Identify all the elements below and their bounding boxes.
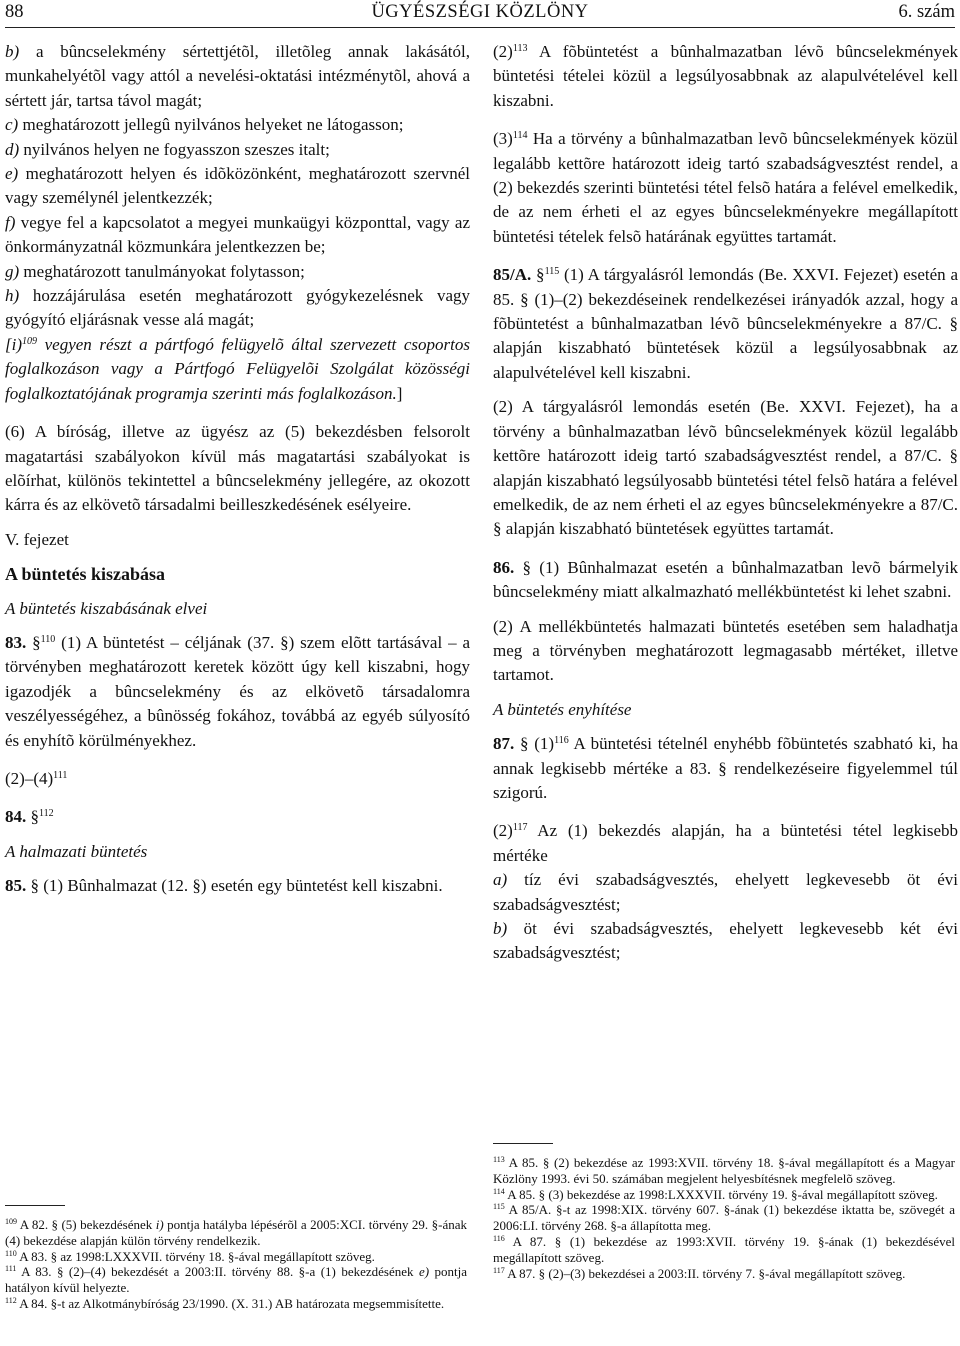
footnotes-right <box>493 1155 955 1281</box>
point-d-label: d) <box>5 139 20 159</box>
point-b <box>5 40 470 113</box>
page-number: 88 <box>5 2 24 22</box>
footnote-number: 116 <box>493 1233 505 1243</box>
point-a-label: a) <box>493 870 508 890</box>
section-84-symbol: § <box>26 807 39 827</box>
footnote-text: pontja hatályba lépésérõl a 2005:XCI. törvény 29. §-ának (4) bekezdése alapján külön törvény rendelkezik. <box>5 1217 467 1248</box>
footnote-ref-111: 111 <box>53 769 68 781</box>
right-column <box>493 40 958 966</box>
footnote-text: A 83. § (2)–(4) bekezdését a 2003:II. törvény 88. §-a (1) bekezdésének <box>16 1264 419 1280</box>
section-86 <box>493 556 958 605</box>
point-i-close: ] <box>396 383 403 403</box>
footnote-text: pontja hatályon kívül helyezte. <box>5 1264 468 1296</box>
section-85a-text: (1) A tárgyalásról lemondás (Be. XXVI. Fejezet) esetén a 85. § (1)–(2) bekezdéseinek rendelkezései irányadók azzal, hogy a fõbüntetést a bûnhalmazatban lévõ bûncselekményekre a 87/C. § alapján kiszabható büntetések közül a legsúlyosabbnak az alapulvételével kell kiszabni. <box>493 265 959 382</box>
journal-title: ÜGYÉSZSÉGI KÖZLÖNY <box>371 2 589 22</box>
footnote-number: 109 <box>5 1217 17 1226</box>
point-e <box>5 162 470 211</box>
section-85-3-open: (3) <box>493 129 513 149</box>
section-85a-number: 85/A. <box>493 265 532 285</box>
footnote-emphasis: e) <box>418 1264 430 1280</box>
section-83-number: 83. <box>5 632 27 652</box>
section-subheading: A büntetés enyhítése <box>493 699 632 719</box>
point-c <box>5 113 470 137</box>
point-b-label: b) <box>5 42 20 61</box>
section-87-2-text: Az (1) bekezdés alapján, ha a büntetési tétel legkisebb mértéke <box>493 821 958 865</box>
footnote-ref-110: 110 <box>40 633 56 645</box>
footnote-number: 111 <box>5 1264 17 1274</box>
section-87 <box>493 732 958 805</box>
section-87-2-a <box>493 868 958 917</box>
footnote-ref-116: 116 <box>554 735 569 747</box>
point-d <box>5 138 470 162</box>
left-column <box>5 40 470 909</box>
point-b-label: b) <box>493 919 508 938</box>
point-i <box>5 333 470 406</box>
section-86-2: (2) A mellékbüntetés halmazati büntetés esetében sem haladhatja meg a törvényben meghatározott legmagasabb mértéket, illetve tartamot. <box>493 616 958 685</box>
point-i-open: [i) <box>5 334 22 354</box>
footnote-117 <box>493 1266 955 1282</box>
section-87-2 <box>493 819 958 868</box>
section-85 <box>5 874 470 898</box>
point-h-text: hozzájárulása esetén meghatározott gyógykezelésnek vagy gyógyító eljárásnak vesse alá magát; <box>5 286 470 330</box>
footnote-text: A 82. § (5) bekezdésének <box>17 1217 156 1232</box>
point-g-text: meghatározott tanulmányokat folytasson; <box>23 261 305 281</box>
footnote-divider <box>5 1205 65 1206</box>
footnote-text: A 85. § (3) bekezdése az 1998:LXXXVII. törvény 19. §-ával megállapított szöveg. <box>504 1186 938 1202</box>
section-85-text: § (1) Bûnhalmazat (12. §) esetén egy büntetést kell kiszabni. <box>26 876 443 896</box>
section-85-3 <box>493 127 958 249</box>
section-85a-symbol: § <box>531 265 545 285</box>
issue-number: 6. szám <box>898 2 955 22</box>
section-83-2-4 <box>5 767 470 791</box>
section-85a-2: (2) A tárgyalásról lemondás esetén (Be. XXVI. Fejezet), ha a törvény a bûnhalmazatban lévõ bûncselekmények közül legalább kettõre határozott ideig tartó szabadságvesztést rendel, a 87/C. § alapján kiszabható legsúlyosabb büntetési tétel felsõ határa a felével emelkedik, de az nem érheti el az egyes bûncselekményekre a 87/C. § alapján kiszabható büntetések együttes tartamát. <box>493 397 958 539</box>
section-87-2-b <box>493 917 958 966</box>
footnote-text: A 83. § az 1998:LXXXVII. törvény 18. §-ával megállapított szöveg. <box>16 1248 375 1264</box>
footnote-divider <box>493 1143 553 1144</box>
section-87-open: § (1) <box>514 734 555 754</box>
point-c-label: c) <box>5 115 19 135</box>
section-83: 83. §$^{110}$ (1) A büntetést – céljának (37. §) szem elõtt tartásával – a törvényben meghatározott keretek között úgy kell kiszabni, hogy igazodjék a bûncselekmény és az elkövetõ társadalomra veszélyességéhez, a bûnösség fokához, továbbá az egyéb súlyosító és enyhítõ körülményekhez. <box>5 632 470 750</box>
point-h <box>5 284 470 333</box>
footnote-ref-115: 115 <box>544 266 560 278</box>
point-d-text: nyilvános helyen ne fogyasszon szeszes italt; <box>23 139 330 159</box>
footnote-ref-112: 112 <box>39 808 54 820</box>
point-f-label: f) <box>5 212 16 232</box>
footnote-ref-117: 117 <box>512 822 528 834</box>
footnote-116 <box>493 1234 955 1266</box>
paragraph-6: (6) A bíróság, illetve az ügyész az (5) bekezdésben felsorolt magatartási szabályokon kívül más magatartási szabályokat is elõírhat, különös tekintettel a bûncselekmény jellegére, az okozott kárra és az elkövetõ társadalmi beilleszkedésének esélyeire. <box>5 422 470 515</box>
point-h-label: h) <box>5 286 20 306</box>
chapter-title: A büntetés kiszabása <box>5 564 166 585</box>
footnote-number: 112 <box>5 1295 17 1305</box>
section-87-number: 87. <box>493 734 515 754</box>
footnote-text: A 84. §-t az Alkotmánybíróság 23/1990. (X. 31.) AB határozata megsemmisítette. <box>16 1295 445 1311</box>
footnote-111 <box>5 1264 467 1296</box>
point-e-text: meghatározott helyen és idõközönként, meghatározott szervnél vagy személynél jelentkezzék; <box>5 164 470 208</box>
footnote-number: 114 <box>493 1186 505 1196</box>
footnote-113 <box>493 1155 955 1187</box>
point-i-text: vegyen részt a pártfogó felügyelõ által szervezett csoportos foglalkozáson vagy a Pártfogó Felügyelõi Szolgálat közösségi foglalkoztatójának programja szerinti más foglalkozáson. <box>5 334 470 403</box>
point-a-text: tíz évi szabadságvesztés, ehelyett legkevesebb öt évi szabadságvesztést; <box>493 870 958 914</box>
section-84 <box>5 805 470 829</box>
section-subheading: A halmazati büntetés <box>5 841 148 861</box>
footnote-text: A 85. § (2) bekezdése az 1993:XVII. törvény 18. §-ával megállapított és a Magyar Közlöny 1993. évi 50. számában megjelent helyesbítésnek megfelelõ szöveg. <box>493 1155 955 1186</box>
section-84-number: 84. <box>5 807 27 827</box>
section-85-2 <box>493 40 958 113</box>
point-g <box>5 260 470 284</box>
footnote-number: 113 <box>493 1155 505 1164</box>
section-subheading: A büntetés kiszabásának elvei <box>5 598 208 618</box>
section-85-number: 85. <box>5 876 27 896</box>
footnote-text: A 87. § (1) bekezdése az 1993:XVII. törvény 19. §-ának (1) bekezdésével megállapított szöveg. <box>493 1233 955 1265</box>
section-85a <box>493 263 958 385</box>
footnote-number: 115 <box>493 1202 505 1212</box>
footnote-number: 117 <box>493 1265 505 1275</box>
point-g-label: g) <box>5 261 20 281</box>
point-f-text: vegye fel a kapcsolatot a megyei munkaügyi központtal, vagy az önkormányzatnál közmunkára jelentkezzen be; <box>5 212 470 257</box>
footnote-number: 110 <box>5 1248 17 1258</box>
point-b-text: öt évi szabadságvesztés, ehelyett legkevesebb két évi szabadságvesztést; <box>493 919 958 963</box>
section-87-text: A büntetési tételnél enyhébb fõbüntetés szabható ki, ha annak legkisebb mértéke a 83. § rendelkezéseire figyelemmel túl szigorú. <box>493 734 958 802</box>
point-c-text: meghatározott jellegû nyilvános helyeket ne látogasson; <box>22 115 404 135</box>
section-85-2-text: A fõbüntetést a bûnhalmazatban lévõ bûncselekmények büntetési tételei közül a legsúlyosabbnak az alapulvételével kell kiszabni. <box>493 42 958 110</box>
point-e-label: e) <box>5 164 19 184</box>
section-86-number: 86. <box>493 557 515 577</box>
point-f <box>5 211 470 260</box>
section-85-2-open: (2) <box>493 42 513 61</box>
footnotes-left <box>5 1217 467 1312</box>
footnote-ref-109: 109 <box>22 335 37 347</box>
footnote-115 <box>493 1202 955 1234</box>
section-85-3-text: Ha a törvény a bûnhalmazatban levõ bûncselekmények közül legalább kettõre határozott ideig tartó szabadságvesztést rendel, a (2) bekezdés szerinti büntetési tétel felsõ határa a felével emelkedik, de az nem érheti el az egyes bûncselekményekre megállapított büntetési tételek felsõ határának együttes tartamát. <box>493 129 958 246</box>
footnote-114 <box>493 1187 955 1203</box>
footnote-112 <box>5 1296 467 1312</box>
section-83-text: (1) A büntetést – céljának (37. §) szem elõtt tartásával – a törvényben meghatározott keretek között úgy kell kiszabni, hogy igazodjék a bûncselekmény és az elkövetõ társadalomra veszélyességéhez, a bûnösség fokához, továbbá az egyéb súlyosító és enyhítõ körülményekhez. <box>5 632 470 750</box>
footnote-110 <box>5 1249 467 1265</box>
running-header <box>5 0 955 28</box>
section-87-2-open: (2) <box>493 821 513 841</box>
chapter-number: V. fejezet <box>5 529 69 549</box>
footnote-emphasis: i) <box>155 1217 164 1232</box>
footnote-109 <box>5 1217 467 1249</box>
footnote-text: A 87. § (2)–(3) bekezdései a 2003:II. törvény 7. §-ával megállapított szöveg. <box>504 1265 906 1281</box>
section-86-text: § (1) Bûnhalmazat esetén a bûnhalmazatban levõ bármelyik bûncselekmény miatt alkalmazható mellékbüntetést ki lehet szabni. <box>493 557 958 602</box>
footnote-text: A 85/A. §-t az 1998:XIX. törvény 607. §-ának (1) bekezdése iktatta be, szövegét a 2006:LI. törvény 268. §-a állapította meg. <box>493 1202 955 1234</box>
section-83-2-4-label: (2)–(4) <box>5 768 54 788</box>
point-b-text: a bûncselekmény sértettjétõl, illetõleg annak lakásától, munkahelyétõl vagy attól a nevelési-oktatási intézménytõl, ahová a sértett jár, tartsa távol magát; <box>5 42 470 110</box>
footnote-ref-113: 113 <box>512 43 528 54</box>
footnote-ref-114: 114 <box>512 130 528 142</box>
